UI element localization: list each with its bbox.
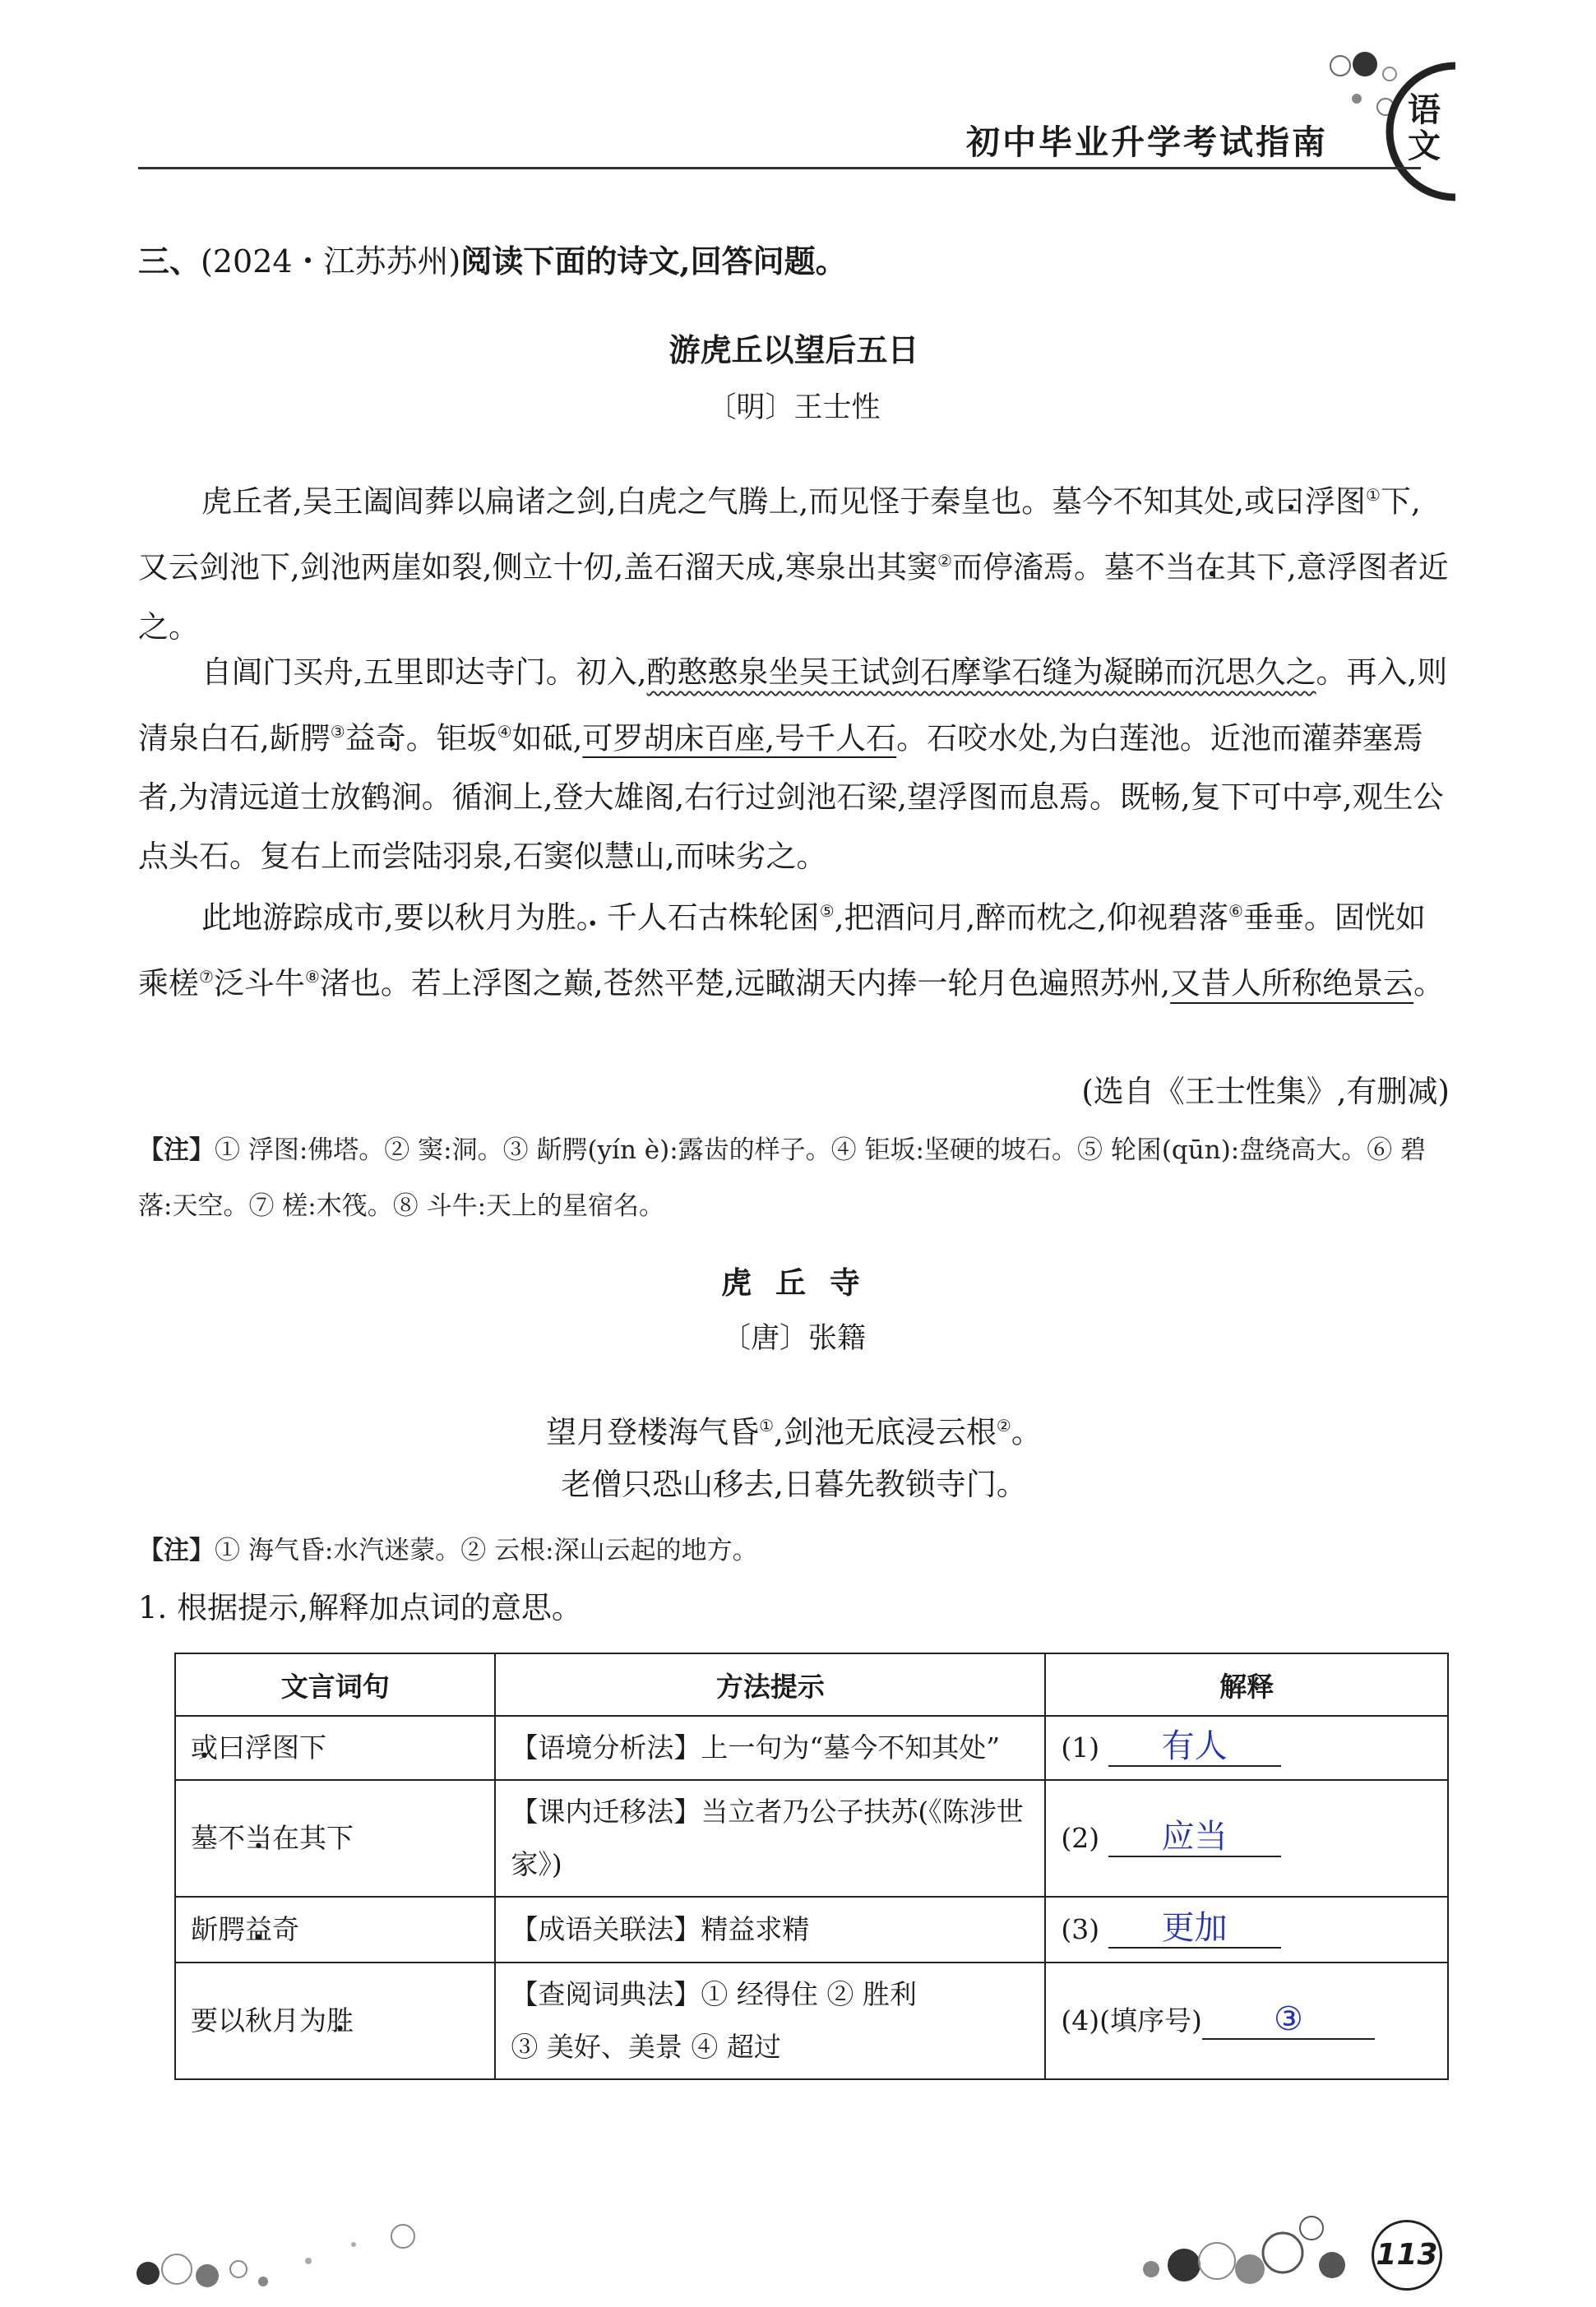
answer-blank-3[interactable]: 更加 (1108, 1909, 1281, 1949)
footer-decoration-left (132, 2212, 460, 2305)
poem-line-1: 望月登楼海气昏①,剑池无底浸云根②。 (546, 1414, 1042, 1450)
text1-paragraph-3: 此地游踪成市,要以秋月为胜 •。千人石古株轮囷⑤,把酒问月,醉而枕之,仰视碧落⑥垂垂。固恍如乘槎⑦泛斗牛⑧渚也。若上浮图之巅,苍然平楚,远瞰湖天内捧一轮月色遍照苏州,又昔人所称绝景云。 (138, 881, 1450, 1014)
header-answer: 解释 (1045, 1653, 1448, 1716)
dotted-word-huo: 或 • (1244, 483, 1274, 519)
footer-decoration-right (1135, 2195, 1381, 2305)
answer-blank-2[interactable]: 应当 (1108, 1818, 1281, 1857)
answer-cell: (1) 有人 (1045, 1716, 1448, 1780)
section-instruction: 阅读下面的诗文,回答问题。 (460, 243, 847, 280)
phrase-cell: 龂腭益奇 (175, 1897, 495, 1963)
poem-line-2: 老僧只恐山移去,日暮先教锁寺门。 (561, 1467, 1027, 1502)
text2-notes: 【注】① 海气昏:水汽迷蒙。② 云根:深山云起的地方。 (138, 1536, 758, 1565)
table-row (175, 1716, 1448, 1780)
text1-title: 游虎丘以望后五日 (668, 332, 919, 368)
hint-cell: 【语境分析法】上一句为“墓今不知其处” (495, 1716, 1045, 1780)
header-rule (138, 167, 1421, 169)
header-title: 初中毕业升学考试指南 (966, 123, 1328, 162)
dotted-word-sheng: 胜 • (546, 899, 576, 935)
hint-cell: 【成语关联法】精益求精 (495, 1897, 1045, 1963)
header-phrase: 文言词句 (175, 1653, 495, 1716)
underlined-sentence-2: 又昔人所称绝景云 (1170, 965, 1414, 1001)
text1-paragraph-1: 虎丘者,吴王阖闾葬以扁诸之剑,白虎之气腾上,而见怪于秦皇也。墓今不知其处,或 •曰浮图①下,又云剑池下,剑池两崖如裂,侧立十仞,盖石溜天成,寒泉出其窦②而停滀焉。墓不当 •在其下,意浮图者近之。 (138, 465, 1450, 657)
answer-cell: (2) 应当 (1045, 1780, 1448, 1897)
answer-blank-1[interactable]: 有人 (1108, 1727, 1281, 1767)
header-hint: 方法提示 (495, 1653, 1045, 1716)
text1-notes: 【注】① 浮图:佛塔。② 窦:洞。③ 龂腭(yín è):露齿的样子。④ 钜坂:坚硬的坡石。⑤ 轮囷(qūn):盘绕高大。⑥ 碧落:天空。⑦ 槎:木筏。⑧ 斗牛:天上的星宿名。 (138, 1135, 1427, 1221)
section-number: 三、 (138, 243, 201, 280)
text1-author: 〔明〕王士性 (707, 391, 881, 424)
table-row (175, 1963, 1448, 2079)
header-subject: 语文 (1408, 90, 1441, 165)
table-header-row (175, 1653, 1448, 1716)
answer-cell: (3) 更加 (1045, 1897, 1448, 1963)
text1-source: (选自《王士性集》,有删减) (1081, 1074, 1450, 1109)
question-1-table (174, 1653, 1449, 2080)
section-heading (138, 232, 1450, 291)
hint-cell: 【查阅词典法】① 经得住 ② 胜利 ③ 美好、美景 ④ 超过 (495, 1963, 1045, 2079)
text2-title: 虎 丘 寺 (721, 1265, 867, 1301)
table-row (175, 1780, 1448, 1897)
underlined-sentence-1: 可罗胡床百座,号千人石 (582, 720, 897, 756)
phrase-cell: 要以秋月为胜 (175, 1963, 495, 2079)
page-number: 113 (1372, 2220, 1442, 2291)
wavy-underlined-sentence: 酌憨憨泉坐吴王试剑石摩挲石缝为凝睇而沉思久之 (646, 654, 1316, 690)
hint-cell: 【课内迁移法】当立者乃公子扶苏(《陈涉世家》) (495, 1780, 1045, 1897)
answer-blank-4[interactable]: ③ (1202, 2000, 1375, 2040)
phrase-cell: 墓不当在其下 (175, 1780, 495, 1897)
text1-paragraph-2: 自阊门买舟,五里即达寺门。初入,酌憨憨泉坐吴王试剑石摩挲石缝为凝睇而沉思久之。再入,则清泉白石,龂腭③益 •奇。钜坂④如砥,可罗胡床百座,号千人石。石咬水处,为白莲池。近池而灌莽塞焉者,为清远道士放鹤涧。循涧上,登大雄阁,右行过剑池石梁,望浮图而息焉。既畅,复下可中亭,观生公点头石。复右上而尝陆羽泉,石窦似慧山,而味劣之。 (138, 643, 1450, 886)
answer-cell: (4)(填序号) ③ (1045, 1963, 1448, 2079)
dotted-word-yi: 益 • (345, 720, 376, 756)
question-1-stem: 1. 根据提示,解释加点词的意思。 (138, 1590, 582, 1625)
phrase-cell: 或曰浮图下 (175, 1716, 495, 1780)
section-source: (2024・江苏苏州) (201, 243, 461, 280)
dotted-word-dang: 当 • (1165, 550, 1196, 585)
table-row (175, 1897, 1448, 1963)
text2-author: 〔唐〕张籍 (721, 1322, 866, 1355)
